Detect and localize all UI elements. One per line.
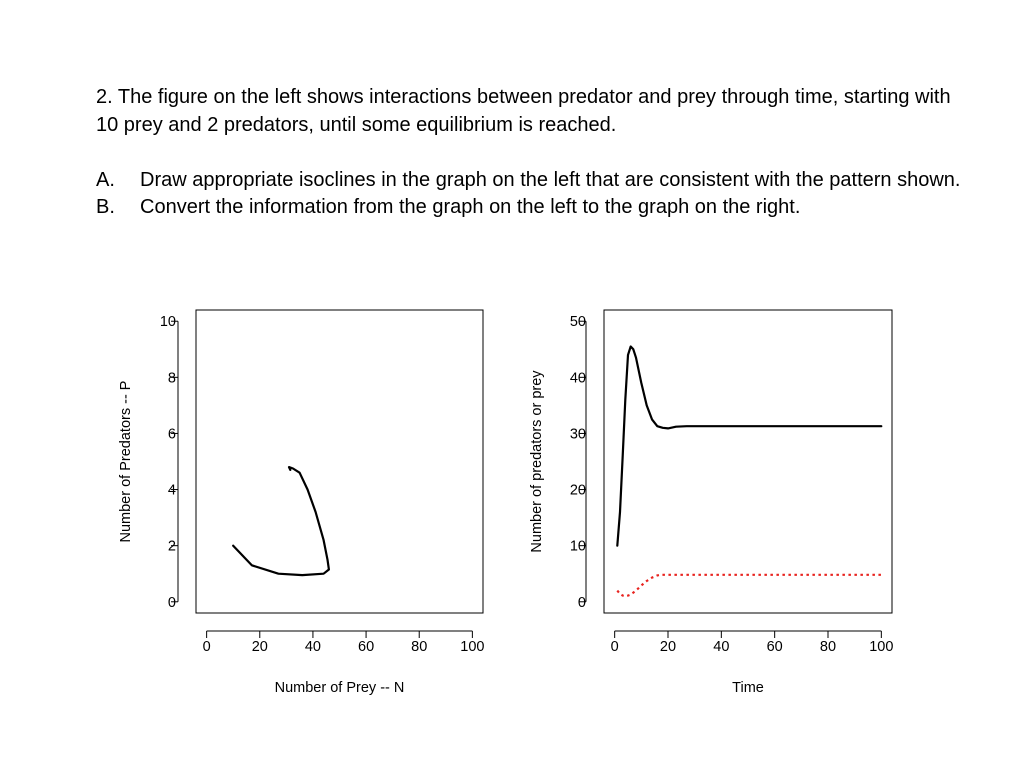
chart-2-x-tick-label: 20 [659,639,677,655]
chart-1-x-tick-label: 100 [460,639,485,655]
chart-1-x-tick-label: 40 [304,639,321,655]
chart-1-x-tick-label: 60 [358,639,375,655]
chart-1-y-tick-label: 2 [167,538,176,555]
chart-2-y-axis-label: Number of predators or prey [529,370,545,553]
chart-2-x-tick-label: 100 [869,639,894,655]
chart-2-y-tick-label: 0 [577,594,586,611]
chart-1-y-tick-label: 6 [167,426,176,443]
chart-2-y-tick-label: 50 [569,314,586,331]
chart-2-x-axis-label: Time [732,680,764,696]
item-letter-a: A. [96,168,115,191]
chart-1-y-tick-label: 8 [167,370,176,387]
chart-2-y-tick-label: 40 [569,370,586,387]
chart-1-series-trajectory [233,467,329,575]
chart-1-x-tick-label: 0 [202,639,211,655]
chart-2-x-tick-label: 60 [766,639,783,655]
chart-2-plot-frame [604,310,892,613]
chart-2-x-tick-label: 80 [819,639,837,655]
chart-1-y-tick-label: 0 [167,594,176,611]
chart-1-y-tick-label: 4 [167,482,176,499]
chart-2-y-tick-label: 10 [569,538,586,555]
chart-1-x-axis-label: Number of Prey -- N [274,680,405,696]
chart-1-y-axis-label: Number of Predators -- P [118,380,134,543]
chart-2-y-tick-label: 30 [569,426,586,443]
chart-1-x-tick-label: 20 [251,639,268,655]
item-letter-b: B. [96,196,115,218]
item-text-b: Convert the information from the graph on the left to the graph on the right. [140,196,801,218]
chart-2-y-tick-label: 20 [569,482,586,499]
chart-1-plot-frame [196,310,483,613]
question-intro: 2. The figure on the left shows interactions between predator and prey through time, starting with 10 prey and 2 predators, until some equilibrium is reached. [96,86,951,136]
chart-2-series-predators [617,575,881,596]
item-text-a: Draw appropriate isoclines in the graph on the left that are consistent with the pattern shown. [140,168,961,191]
chart-2-x-tick-label: 40 [713,639,730,655]
chart-2-x-tick-label: 0 [610,639,619,655]
chart-1-x-tick-label: 80 [411,639,428,655]
chart-1-y-tick-label: 10 [159,314,176,331]
chart-2-series-prey [617,347,881,546]
